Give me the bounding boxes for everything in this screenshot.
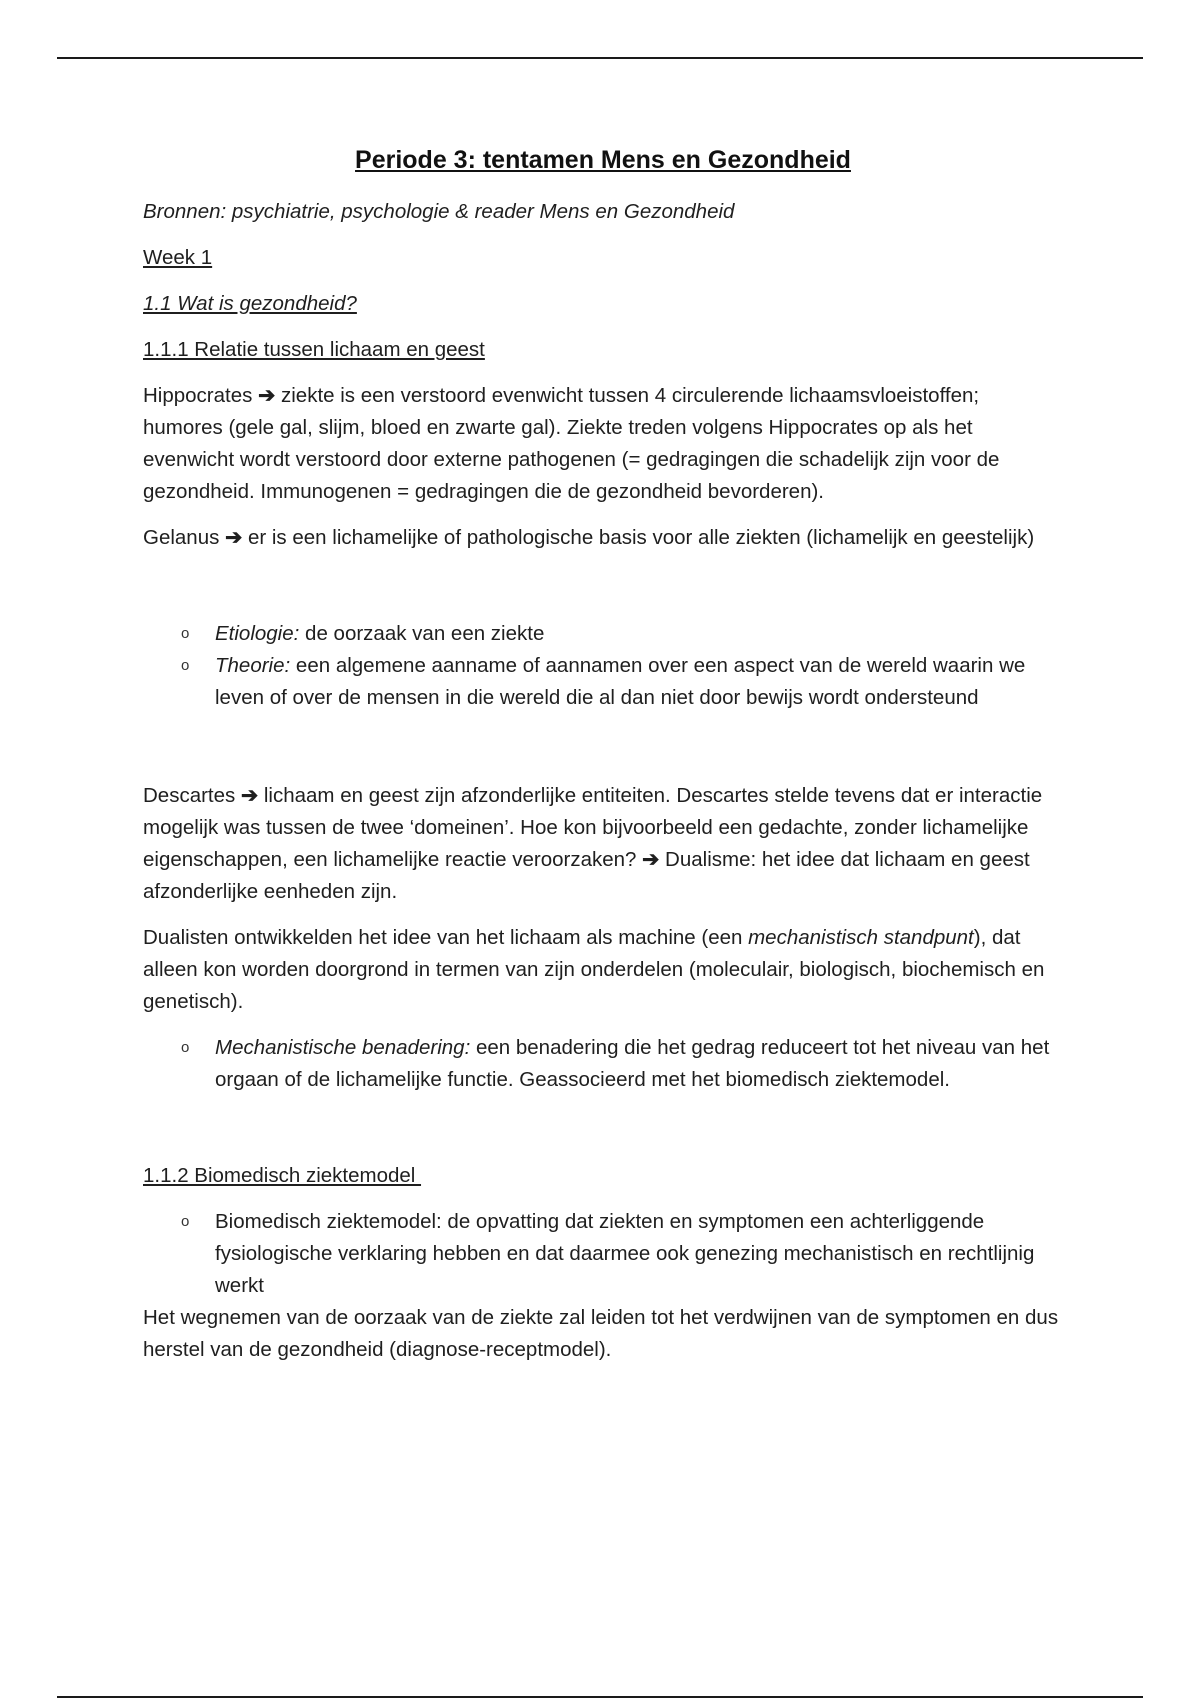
section-heading-1-1-1: 1.1.1 Relatie tussen lichaam en geest [143,338,485,361]
dualisme-definition: Dualisme: het idee dat lichaam en geest afzonderlijke eenheden zijn. [143,848,1030,903]
bullet-icon: o [181,1213,190,1230]
definition-list-2 [143,1032,1063,1096]
definition-text: Biomedisch ziektemodel: de opvatting dat ziekten en symptomen een achterliggende fysiologische verklaring hebben en dat daarmee ook genezing mechanistisch en rechtlijnig werkt [215,1210,1035,1297]
bullet-icon: o [181,1039,190,1056]
section-heading-1-1-2: 1.1.2 Biomedisch ziektemodel [143,1164,422,1187]
hippocrates-name: Hippocrates [143,384,253,407]
gelanus-name: Gelanus [143,526,220,549]
descartes-text: lichaam en geest zijn afzonderlijke entiteiten. Descartes stelde tevens dat er interactie mogelijk was tussen de twee ‘domeinen’. Hoe kon bijvoorbeeld een gedachte, zonder lichamelijke eigenschappen, een lichamelijke reactie veroorzaken? [143,784,1043,871]
dualisten-text: Dualisten ontwikkelden het idee van het lichaam als machine (een [143,926,749,949]
list-item [143,650,1063,714]
bullet-icon: o [181,625,190,642]
header-rule [57,57,1143,59]
hippocrates-paragraph [143,380,1063,508]
definition-term: Mechanistische benadering: [215,1036,471,1059]
arrow-icon: ➔ [258,384,276,407]
sources-line: Bronnen: psychiatrie, psychologie & reader Mens en Gezondheid [143,200,735,223]
gelanus-text: er is een lichamelijke of pathologische basis voor alle ziekten (lichamelijk en geestelijk) [247,526,1035,549]
definition-list-3 [143,1206,1063,1302]
week-heading: Week 1 [143,246,213,269]
dualisten-text: ), dat alleen kon worden doorgrond in termen van zijn onderdelen (moleculair, biologisch, biochemisch en genetisch). [143,926,1045,1013]
arrow-icon: ➔ [642,848,660,871]
dualisten-paragraph [143,922,1063,1018]
bullet-icon: o [181,657,190,674]
emphasis-term: mechanistisch standpunt [748,926,974,949]
list-item [143,1032,1063,1096]
definition-term: Theorie: [215,654,291,677]
definition-list-1 [143,618,1063,714]
footer-rule [57,1696,1143,1698]
gelanus-paragraph [143,522,1063,554]
definition-text: een benadering die het gedrag reduceert tot het niveau van het orgaan of de lichamelijke functie. Geassocieerd met het biomedisch ziektemodel. [215,1036,1050,1091]
document-body [143,142,1063,1366]
descartes-paragraph [143,780,1063,908]
arrow-icon: ➔ [240,784,259,807]
hippocrates-text: ziekte is een verstoord evenwicht tussen 4 circulerende lichaamsvloeistoffen; humores (gele gal, slijm, bloed en zwarte gal). Ziekte treden volgens Hippocrates op als het evenwicht wordt verstoord door externe pathogenen (= gedragingen die schadelijk zijn voor de gezondheid. Immunogenen = gedragingen die de gezondheid bevorderen). [143,384,1000,503]
definition-text: een algemene aanname of aannamen over een aspect van de wereld waarin we leven of over de mensen in die wereld die al dan niet door bewijs wordt ondersteund [215,654,1026,709]
document-title: Periode 3: tentamen Mens en Gezondheid [355,146,851,174]
definition-term: Etiologie: [215,622,300,645]
section-heading-1-1: 1.1 Wat is gezondheid? [143,292,357,315]
descartes-name: Descartes [143,784,236,807]
definition-text: de oorzaak van een ziekte [299,622,545,645]
list-item [143,618,1063,650]
arrow-icon: ➔ [225,526,243,549]
final-paragraph: Het wegnemen van de oorzaak van de ziekte zal leiden tot het verdwijnen van de symptomen en dus herstel van de gezondheid (diagnose-receptmodel). [143,1306,1059,1361]
list-item [143,1206,1063,1302]
